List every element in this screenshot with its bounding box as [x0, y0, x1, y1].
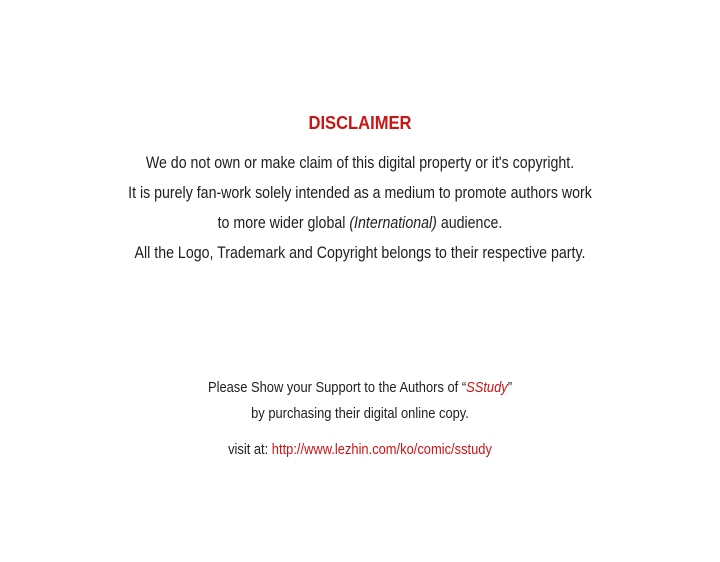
disclaimer-line-trademark: All the Logo, Trademark and Copyright belongs to their respective party.	[134, 244, 586, 262]
visit-line	[50, 441, 669, 458]
international-emphasis: (International)	[349, 214, 437, 232]
visit-label: visit at:	[228, 441, 272, 458]
disclaimer-line-audience	[50, 214, 669, 233]
disclaimer-title: DISCLAIMER	[308, 113, 412, 133]
support-text-before: Please Show your Support to the Authors of “	[207, 379, 467, 396]
support-text-after: ”	[507, 379, 513, 396]
disclaimer-line-fanwork: It is purely fan-work solely intended as a medium to promote authors work	[128, 184, 592, 202]
audience-text-after: audience.	[436, 214, 503, 232]
support-line-authors	[50, 379, 669, 396]
comic-title: SStudy	[466, 379, 508, 396]
disclaimer-line-ownership: We do not own or make claim of this digital property or it's copyright.	[145, 154, 575, 172]
audience-text-before: to more wider global	[217, 214, 350, 232]
comic-url-link[interactable]: http://www.lezhin.com/ko/comic/sstudy	[271, 441, 492, 458]
support-line-purchase: by purchasing their digital online copy.	[251, 405, 469, 422]
